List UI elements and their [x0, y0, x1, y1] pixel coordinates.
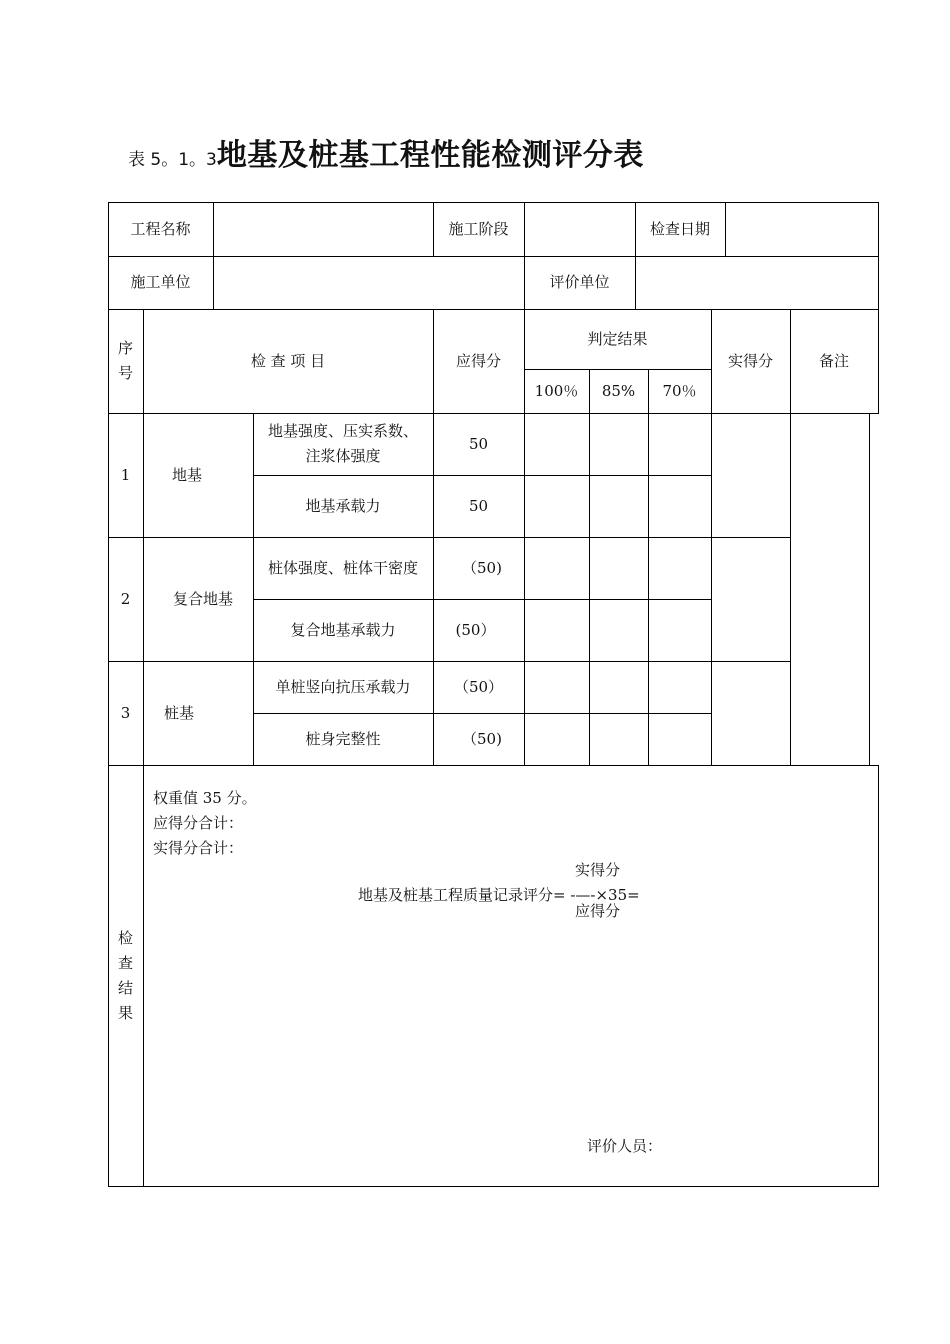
- item-score: （50): [462, 729, 502, 748]
- pct-70-header: 70％: [662, 381, 697, 400]
- row-number: 1: [120, 465, 131, 484]
- seq-header: [108, 309, 143, 413]
- item-score: （50): [462, 558, 502, 577]
- evaluation-unit-value[interactable]: [635, 256, 878, 309]
- construction-unit-value[interactable]: [213, 256, 524, 309]
- table-number: 表 5。1。3: [128, 150, 217, 170]
- seq-header-char: 号: [117, 364, 133, 382]
- result-label-char: 果: [117, 1003, 133, 1022]
- result-label-char: 查: [117, 953, 133, 972]
- row-number: 3: [120, 703, 131, 722]
- judgment-header: 判定结果: [587, 329, 648, 348]
- item-name: 桩体强度、桩体干密度: [267, 558, 418, 577]
- result-label-char: 检: [117, 928, 133, 947]
- inspection-date-value[interactable]: [725, 202, 878, 256]
- item-name: 单桩竖向抗压承载力: [275, 677, 411, 696]
- item-score: 50: [468, 434, 489, 453]
- inspection-date-label: 检查日期: [649, 219, 710, 238]
- due-total-text: 应得分合计：: [153, 814, 244, 832]
- row-category: 复合地基: [172, 589, 233, 608]
- row-category: 桩基: [163, 703, 194, 722]
- actual-total-text: 实得分合计：: [153, 839, 244, 857]
- construction-unit-label: 施工单位: [130, 273, 191, 291]
- actual-score-header: 实得分: [727, 351, 773, 370]
- item-name: 桩身完整性: [305, 729, 381, 748]
- formula-prefix: 地基及桩基工程质量记录评分: [358, 886, 554, 904]
- construction-stage-label: 施工阶段: [448, 219, 509, 238]
- formula-numerator: 实得分: [575, 861, 621, 879]
- item-score: 50: [468, 496, 489, 515]
- table-title: 地基及桩基工程性能检测评分表: [216, 138, 644, 173]
- item-name: 地基强度、压实系数、注浆体强度: [267, 422, 418, 465]
- project-name-value[interactable]: [213, 202, 433, 256]
- project-name-label: 工程名称: [130, 219, 191, 238]
- evaluator-label: 评价人员：: [587, 1137, 663, 1155]
- pct-85-header: 85%: [601, 381, 636, 400]
- result-label: [108, 765, 143, 1186]
- pct-100-header: 100％: [534, 381, 579, 400]
- item-name: 复合地基承载力: [290, 620, 396, 639]
- formula-denominator: 应得分: [575, 902, 621, 920]
- evaluation-unit-label: 评价单位: [549, 273, 610, 291]
- seq-header-char: 序: [117, 339, 133, 357]
- due-score-header: 应得分: [455, 351, 501, 370]
- result-label-char: 结: [117, 978, 133, 997]
- construction-stage-value[interactable]: [524, 202, 635, 256]
- item-name: 地基承载力: [305, 496, 381, 515]
- row-category: 地基: [171, 465, 202, 484]
- page-title: [128, 130, 644, 174]
- formula-rest: = -—-×35=: [553, 886, 640, 904]
- item-score: （50）: [453, 677, 504, 696]
- item-header: 检 查 项 目: [250, 351, 326, 370]
- item-score: (50）: [455, 620, 496, 639]
- weight-text: 权重值 35 分。: [153, 789, 257, 807]
- remark-header: 备注: [818, 351, 849, 370]
- row-number: 2: [120, 589, 131, 608]
